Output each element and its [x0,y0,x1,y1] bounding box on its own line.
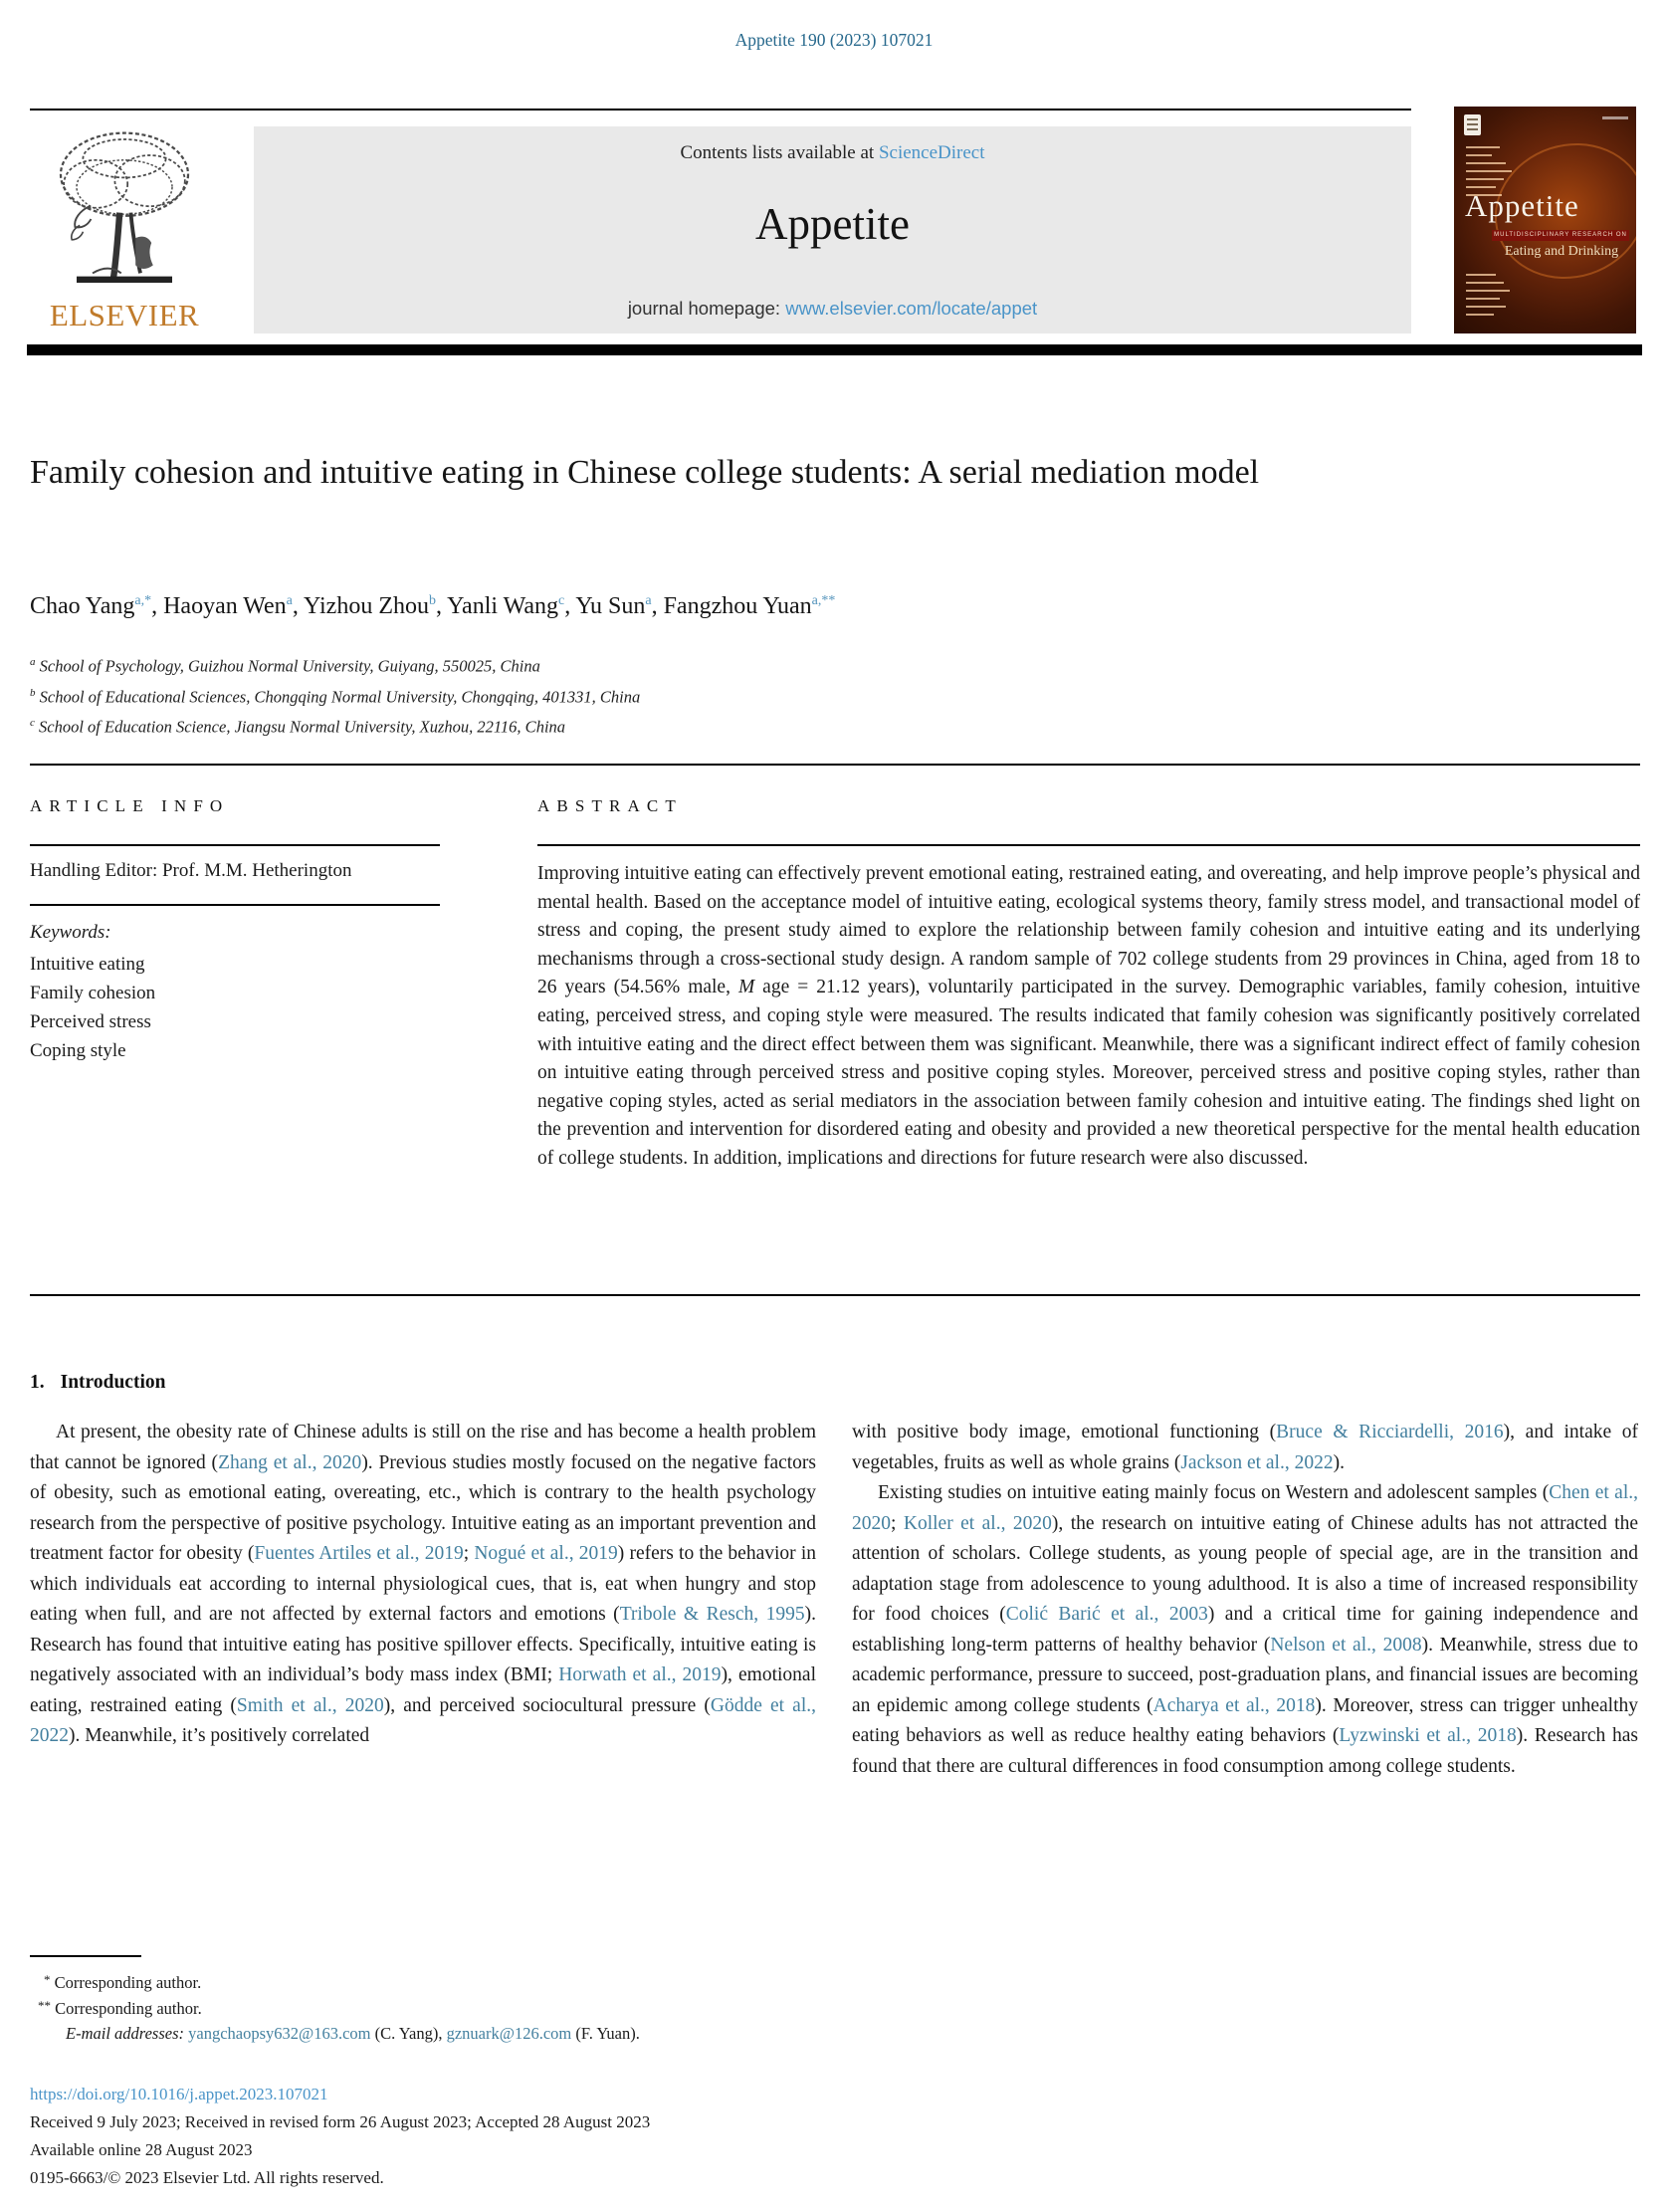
elsevier-wordmark: ELSEVIER [49,298,200,332]
citation-link[interactable]: Jackson et al., 2022 [1180,1451,1334,1473]
keyword: Coping style [30,1040,126,1061]
intro-column-right [852,1418,1638,1782]
contents-line [254,142,1411,164]
abstract-body: Improving intuitive eating can effectively prevent emotional eating, restrained eating, and overeating, and help improve people’s physical and mental health. Based on the acceptance model of intuitive eating, ecological systems theory, family stress model, and transactional model of stress and coping, the present study aimed to explore the relationship between family cohesion and intuitive eating and its underlying mechanisms through a cross-sectional study design. A random sample of 702 college students from 29 provinces in China, aged from 18 to 26 years (54.56% male, M age = 21.12 years), voluntarily participated in the survey. Demographic variables, family cohesion, intuitive eating, perceived stress, and coping style were measured. The results indicated that family cohesion was significantly positively correlated with intuitive eating and the direct effect between them was significant. Meanwhile, there was a significant indirect effect of family cohesion on intuitive eating through perceived stress and positive coping styles. Moreover, perceived stress and positive coping styles, rather than negative coping styles, acted as serial mediators in the association between family cohesion and intuitive eating. The findings shed light on the prevention and intervention for disordered eating and obesity and provided a new theoretical perspective for the mental health education of college students. In addition, implications and directions for future research were also discussed. [537,863,1641,1169]
citation-link[interactable]: Colić Barić et al., 2003 [1005,1604,1208,1625]
author-affil-sup[interactable]: a [645,593,652,608]
top-rule [30,109,1411,111]
cover-journal-title: Appetite [1465,188,1579,223]
homepage-link[interactable]: www.elsevier.com/locate/appet [785,298,1038,319]
citation-link[interactable]: Fuentes Artiles et al., 2019 [254,1543,464,1564]
received-dates: Received 9 July 2023; Received in revised form 26 August 2023; Accepted 28 August 2023 [30,2112,651,2131]
footnote-rule [30,1955,141,1957]
affiliation: $^b$ School of Educational Sciences, Chongqing Normal University, Chongqing, 401331, China [30,686,641,706]
cover-elsevier-mark-icon [1464,114,1481,135]
cover-subtitle: Eating and Drinking [1504,244,1619,259]
footnote-emails: E-mail addresses: yangchaopsy632@163.com (C. Yang), gznuark@126.com (F. Yuan). [66,2024,640,2043]
issn-copyright: 0195-6663/© 2023 Elsevier Ltd. All rights reserved. [30,2168,384,2187]
keywords-list [30,950,155,1065]
citation-link[interactable]: Bruce & Ricciardelli, 2016 [1276,1422,1504,1442]
article-info-rule [30,904,440,906]
citation-link[interactable]: Gödde et al., 2022 [30,1694,816,1746]
elsevier-tree-icon [45,126,204,296]
elsevier-logo-block [25,126,224,333]
section-rule [30,1294,1640,1296]
intro-paragraph: with positive body image, emotional functioning (Bruce & Ricciardelli, 2016), and intake of vegetables, fruits as well as whole grains (Jackson et al., 2022). [852,1422,1639,1473]
footnote-corresponding-2: ** Corresponding author. [38,1998,202,2018]
handling-editor: Handling Editor: Prof. M.M. Hetherington [30,860,352,881]
citation-link[interactable]: Tribole & Resch, 1995 [619,1604,805,1625]
doi-link[interactable]: https://doi.org/10.1016/j.appet.2023.107021 [30,2085,328,2103]
citation-link[interactable]: Horwath et al., 2019 [558,1664,722,1685]
author: Yu Sun$^a$, [575,593,664,619]
author-affil-sup[interactable]: a [286,593,293,608]
citation-link[interactable]: Acharya et al., 2018 [1152,1694,1316,1716]
sciencedirect-link[interactable]: ScienceDirect [878,142,985,163]
citation-link[interactable]: Nelson et al., 2008 [1270,1634,1422,1656]
journal-title: Appetite [755,199,910,249]
article-info-rule [30,844,440,846]
masthead-box [254,126,1411,333]
article-info-heading: ARTICLE INFO [30,796,230,815]
author-line [30,593,1582,620]
author: Yanli Wang$^c$, [447,593,576,619]
cover-band: MULTIDISCIPLINARY RESEARCH ON [1492,230,1629,241]
abstract-rule [537,844,1640,846]
citation-link[interactable]: Lyzwinski et al., 2018 [1339,1725,1517,1746]
intro-column-left [30,1418,816,1752]
cover-issn-text [1602,116,1628,119]
author-affil-sup[interactable]: b [429,593,436,608]
available-online: Available online 28 August 2023 [30,2140,253,2159]
author: Fangzhou Yuan$^{a,**}$ [663,593,836,619]
author-affil-sup[interactable]: c [557,593,565,608]
section-rule [30,764,1640,766]
journal-cover-thumbnail [1454,107,1636,333]
citation-link[interactable]: Koller et al., 2020 [903,1512,1052,1534]
homepage-line [254,298,1411,320]
author: Chao Yang$^{a,*}$, [30,593,164,619]
footnote-corresponding-1: * Corresponding author. [44,1972,202,1992]
abstract-heading: ABSTRACT [537,796,683,815]
citation-link[interactable]: Chen et al., 2020 [852,1482,1638,1534]
citation-link[interactable]: Zhang et al., 2020 [218,1451,362,1473]
affiliation-list [30,649,1423,741]
journal-citation-link[interactable]: Appetite 190 (2023) 107021 [734,30,934,50]
citation-link[interactable]: Nogué et al., 2019 [474,1543,618,1564]
keyword: Perceived stress [30,1011,151,1032]
keyword: Family cohesion [30,983,156,1003]
citation-link[interactable]: Smith et al., 2020 [236,1694,384,1716]
citation-link[interactable]: yangchaopsy632@163.com [188,2024,371,2043]
author: Yizhou Zhou$^b$, [304,593,448,619]
author-affil-sup[interactable]: a,* [134,593,152,608]
contents-prefix: Contents lists available at [680,142,879,163]
introduction-heading: 1. Introduction [30,1372,166,1393]
author-affil-sup[interactable]: a,** [811,593,836,608]
affiliation: $^a$ School of Psychology, Guizhou Normal University, Guiyang, 550025, China [30,656,540,676]
affiliation: $^c$ School of Education Science, Jiangsu Normal University, Xuzhou, 22116, China [30,717,566,737]
keyword: Intuitive eating [30,954,145,975]
author: Haoyan Wen$^a$, [163,593,304,619]
intro-paragraph: At present, the obesity rate of Chinese adults is still on the rise and has become a health problem that cannot be ignored (Zhang et al., 2020). Previous studies mostly focused on the negative factors of obesity, such as emotional eating, overeating, etc., which is contrary to the health psychology research from the perspective of positive psychology. Intuitive eating as an important prevention and treatment factor for obesity (Fuentes Artiles et al., 2019; Nogué et al., 2019) refers to the behavior in which individuals eat according to internal physiological cues, that is, eat when hungry and stop eating when full, and are not affected by external factors and emotions (Tribole & Resch, 1995). Research has found that intuitive eating has positive spillover effects. Specifically, intuitive eating is negatively associated with an individual’s body mass index (BMI; Horwath et al., 2019), emotional eating, restrained eating (Smith et al., 2020), and perceived sociocultural pressure (Gödde et al., 2022). Meanwhile, it’s positively correlated [30,1422,817,1746]
citation-link[interactable]: gznuark@126.com [446,2024,572,2043]
intro-paragraph: Existing studies on intuitive eating mainly focus on Western and adolescent samples (Chen et al., 2020; Koller et al., 2020), the research on intuitive eating of Chinese adults has not attracted the attention of scholars. College students, as young people of special age, are in the transition and adaptation stage from adolescence to young adulthood. It is also a time of increased responsibility for food choices (Colić Barić et al., 2003) and a critical time for gaining independence and establishing long-term patterns of healthy behavior (Nelson et al., 2008). Meanwhile, stress due to academic performance, pressure to succeed, post-graduation plans, and financial issues are becoming an epidemic among college students (Acharya et al., 2018). Moreover, stress can trigger unhealthy eating behaviors as well as reduce healthy eating behaviors (Lyzwinski et al., 2018). Research has found that there are cultural differences in food consumption among college students. [852,1482,1639,1777]
masthead-divider-bar [27,344,1642,355]
homepage-prefix: journal homepage: [627,298,786,319]
keywords-label: Keywords: [30,922,111,943]
article-title: Family cohesion and intuitive eating in Chinese college students: A serial mediation model [30,454,1260,491]
